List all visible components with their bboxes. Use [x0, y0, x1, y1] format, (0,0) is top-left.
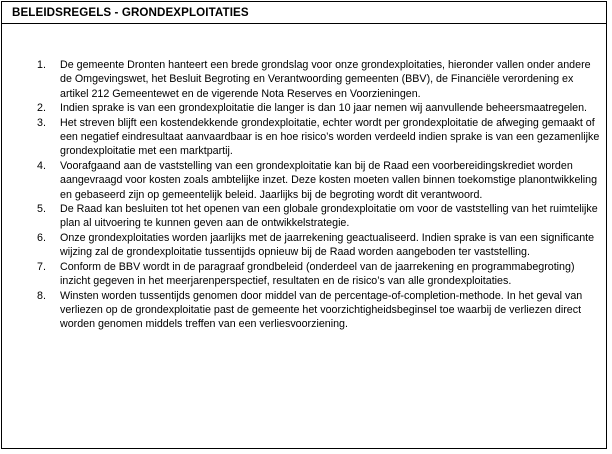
rules-list [2, 58, 602, 332]
rule-item [2, 289, 602, 332]
rule-item [2, 116, 602, 159]
rule-item [2, 58, 602, 101]
rule-number: 5. [37, 203, 46, 216]
rule-text: Onze grondexploitaties worden jaarlijks met de jaarrekening geactualiseerd. Indien sprake is van een significante wijzing zal de grondexploitatie tussentijds opnieuw bij de Raad worden aangeboden ter vaststelling. [60, 231, 595, 259]
rule-number: 6. [37, 231, 46, 244]
rule-number: 4. [37, 159, 46, 172]
rule-item [2, 202, 602, 231]
rule-text: De Raad kan besluiten tot het openen van een globale grondexploitatie om voor de vaststelling van het ruimtelijke plan al uitvoering te kunnen geven aan de ontwikkelstrategie. [60, 203, 598, 230]
document-title: BELEIDSREGELS - GRONDEXPLOITATIES [12, 6, 249, 19]
rule-number: 7. [37, 260, 46, 273]
rule-text: De gemeente Dronten hanteert een brede grondslag voor onze grondexploitaties, hieronder vallen onder andere de Omgevingswet, het Besluit Begroting en Verantwoording gemeenten (BBV), de Financiële verordening ex artikel 212 Gemeentewet en de vigerende Nota Reserves en Voorzieningen. [60, 59, 591, 100]
rule-text: Conform de BBV wordt in de paragraaf grondbeleid (onderdeel van de jaarrekening en programmabegroting) inzicht gegeven in het meerjarenperspectief, resultaten en de risico’s van alle grondexploitaties. [60, 260, 575, 288]
rule-item [2, 260, 602, 289]
rule-item [2, 231, 602, 260]
rule-item [2, 101, 602, 115]
rule-number: 8. [37, 289, 46, 302]
rule-number: 3. [37, 116, 46, 129]
rule-number: 1. [37, 59, 46, 71]
rule-text: Winsten worden tussentijds genomen door middel van de percentage-of-completion-methode. In het geval van verliezen op de grondexploitatie past de gemeente het voorzichtigheidsbeginsel toe waarbij de verliezen direct worden genomen middels treffen van een verliesvoorziening. [60, 289, 583, 331]
rule-text: Voorafgaand aan de vaststelling van een grondexploitatie kan bij de Raad een voorbereidingskrediet worden aangevraagd voor kosten zoals ambtelijke inzet. Deze kosten moeten vallen binnen toekomstige planontwikkeling en gebaseerd zijn op gemeentelijk beleid. Jaarlijks bij de begroting wordt dit verantwoord. [60, 159, 598, 201]
rule-text: Het streven blijft een kostendekkende grondexploitatie, echter wordt per grondexploitatie de afweging gemaakt of een negatief eindresultaat aanvaardbaar is en hoe risico’s worden verdeeld indien sprake is van een gezamenlijke grondexploitatie met een marktpartij. [60, 116, 600, 158]
policy-table [1, 1, 607, 449]
rule-text: Indien sprake is van een grondexploitatie die langer is dan 10 jaar nemen wij aanvullende beheersmaatregelen. [60, 102, 588, 115]
rule-item [2, 159, 602, 202]
rule-number: 2. [37, 102, 46, 115]
title-cell [2, 2, 606, 24]
